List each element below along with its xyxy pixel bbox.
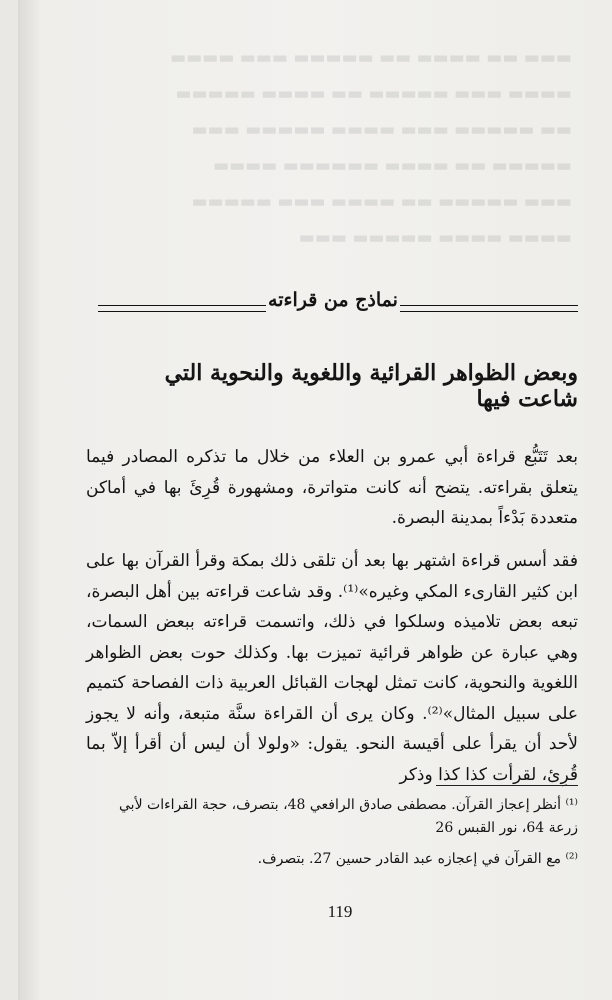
footnote-2: ⁽²⁾ مع القرآن في إعجازه عبد القادر حسين 27. بتصرف.	[257, 851, 578, 867]
book-page	[18, 0, 612, 1000]
paragraph-1: بعد تَتَبُّع قراءة أبي عمرو بن العلاء من خلال ما تذكره المصادر فيما يتعلق بقراءته. يتضح أنه كانت متواترة، ومشهورة قُرِئَ بها في أماكن متعددة بَدْءاً بمدينة البصرة.	[86, 447, 578, 528]
section-subtitle: وبعض الظواهر القرائية واللغوية والنحوية التي شاعت فيها	[164, 360, 578, 412]
footnote-divider	[436, 785, 578, 786]
paragraph-2: فقد أسس قراءة اشتهر بها بعد أن تلقى ذلك بمكة وقرأ القرآن بها على ابن كثير القارىء المكي وغيره»⁽¹⁾. وقد شاعت قراءته بين أهل البصرة، تبعه بعض تلاميذه وسلكوا في ذلك، واتسمت قراءته ببعض السمات، وهي عبارة عن ظواهر قرائية تميزت بها. وكذلك حوت بعض الظواهر اللغوية والنحوية، كانت تمثل لهجات القبائل العربية ذات الفصاحة كتميم على سبيل المثال»⁽²⁾. وكان يرى أن القراءة سنَّة متبعة، وأنه لا يجوز لأحد أن يقرأ على أقيسة النحو. يقول: «ولولا أن ليس أن أقرأ إلاّ بما قُرِئ، لقرأت كذا كذا وذكر	[86, 551, 578, 785]
double-rule-left	[98, 305, 266, 312]
page-number: 119	[327, 902, 353, 921]
double-rule-right	[400, 305, 578, 312]
footnote-1: ⁽¹⁾ أنظر إعجاز القرآن. مصطفى صادق الرافعي 48، بتصرف، حجة القراءات لأبي زرعة 64، نور القبس 26	[119, 797, 578, 836]
section-title: نماذج من قراءته	[268, 289, 398, 311]
footnotes	[86, 794, 578, 879]
section-header	[98, 283, 578, 331]
bleed-through-text: ▬▬▬ ▬▬ ▬▬▬▬ ▬▬ ▬▬▬▬▬ ▬▬▬ ▬▬▬▬ ▬▬▬▬ ▬▬▬ ▬▬▬▬▬ ▬▬ ▬▬▬▬ ▬▬▬▬▬ ▬▬ ▬▬▬▬▬ ▬▬▬ ▬▬▬▬ ▬▬▬▬▬ ▬▬▬ ▬▬▬▬▬ ▬▬ ▬▬▬▬ ▬▬▬▬▬▬ ▬▬▬▬ ▬▬▬ ▬▬▬▬▬ ▬▬ ▬▬▬▬ ▬▬▬ ▬▬▬▬▬ ▬▬▬▬ ▬▬▬▬ ▬▬▬▬▬ ▬▬▬	[170, 48, 572, 248]
